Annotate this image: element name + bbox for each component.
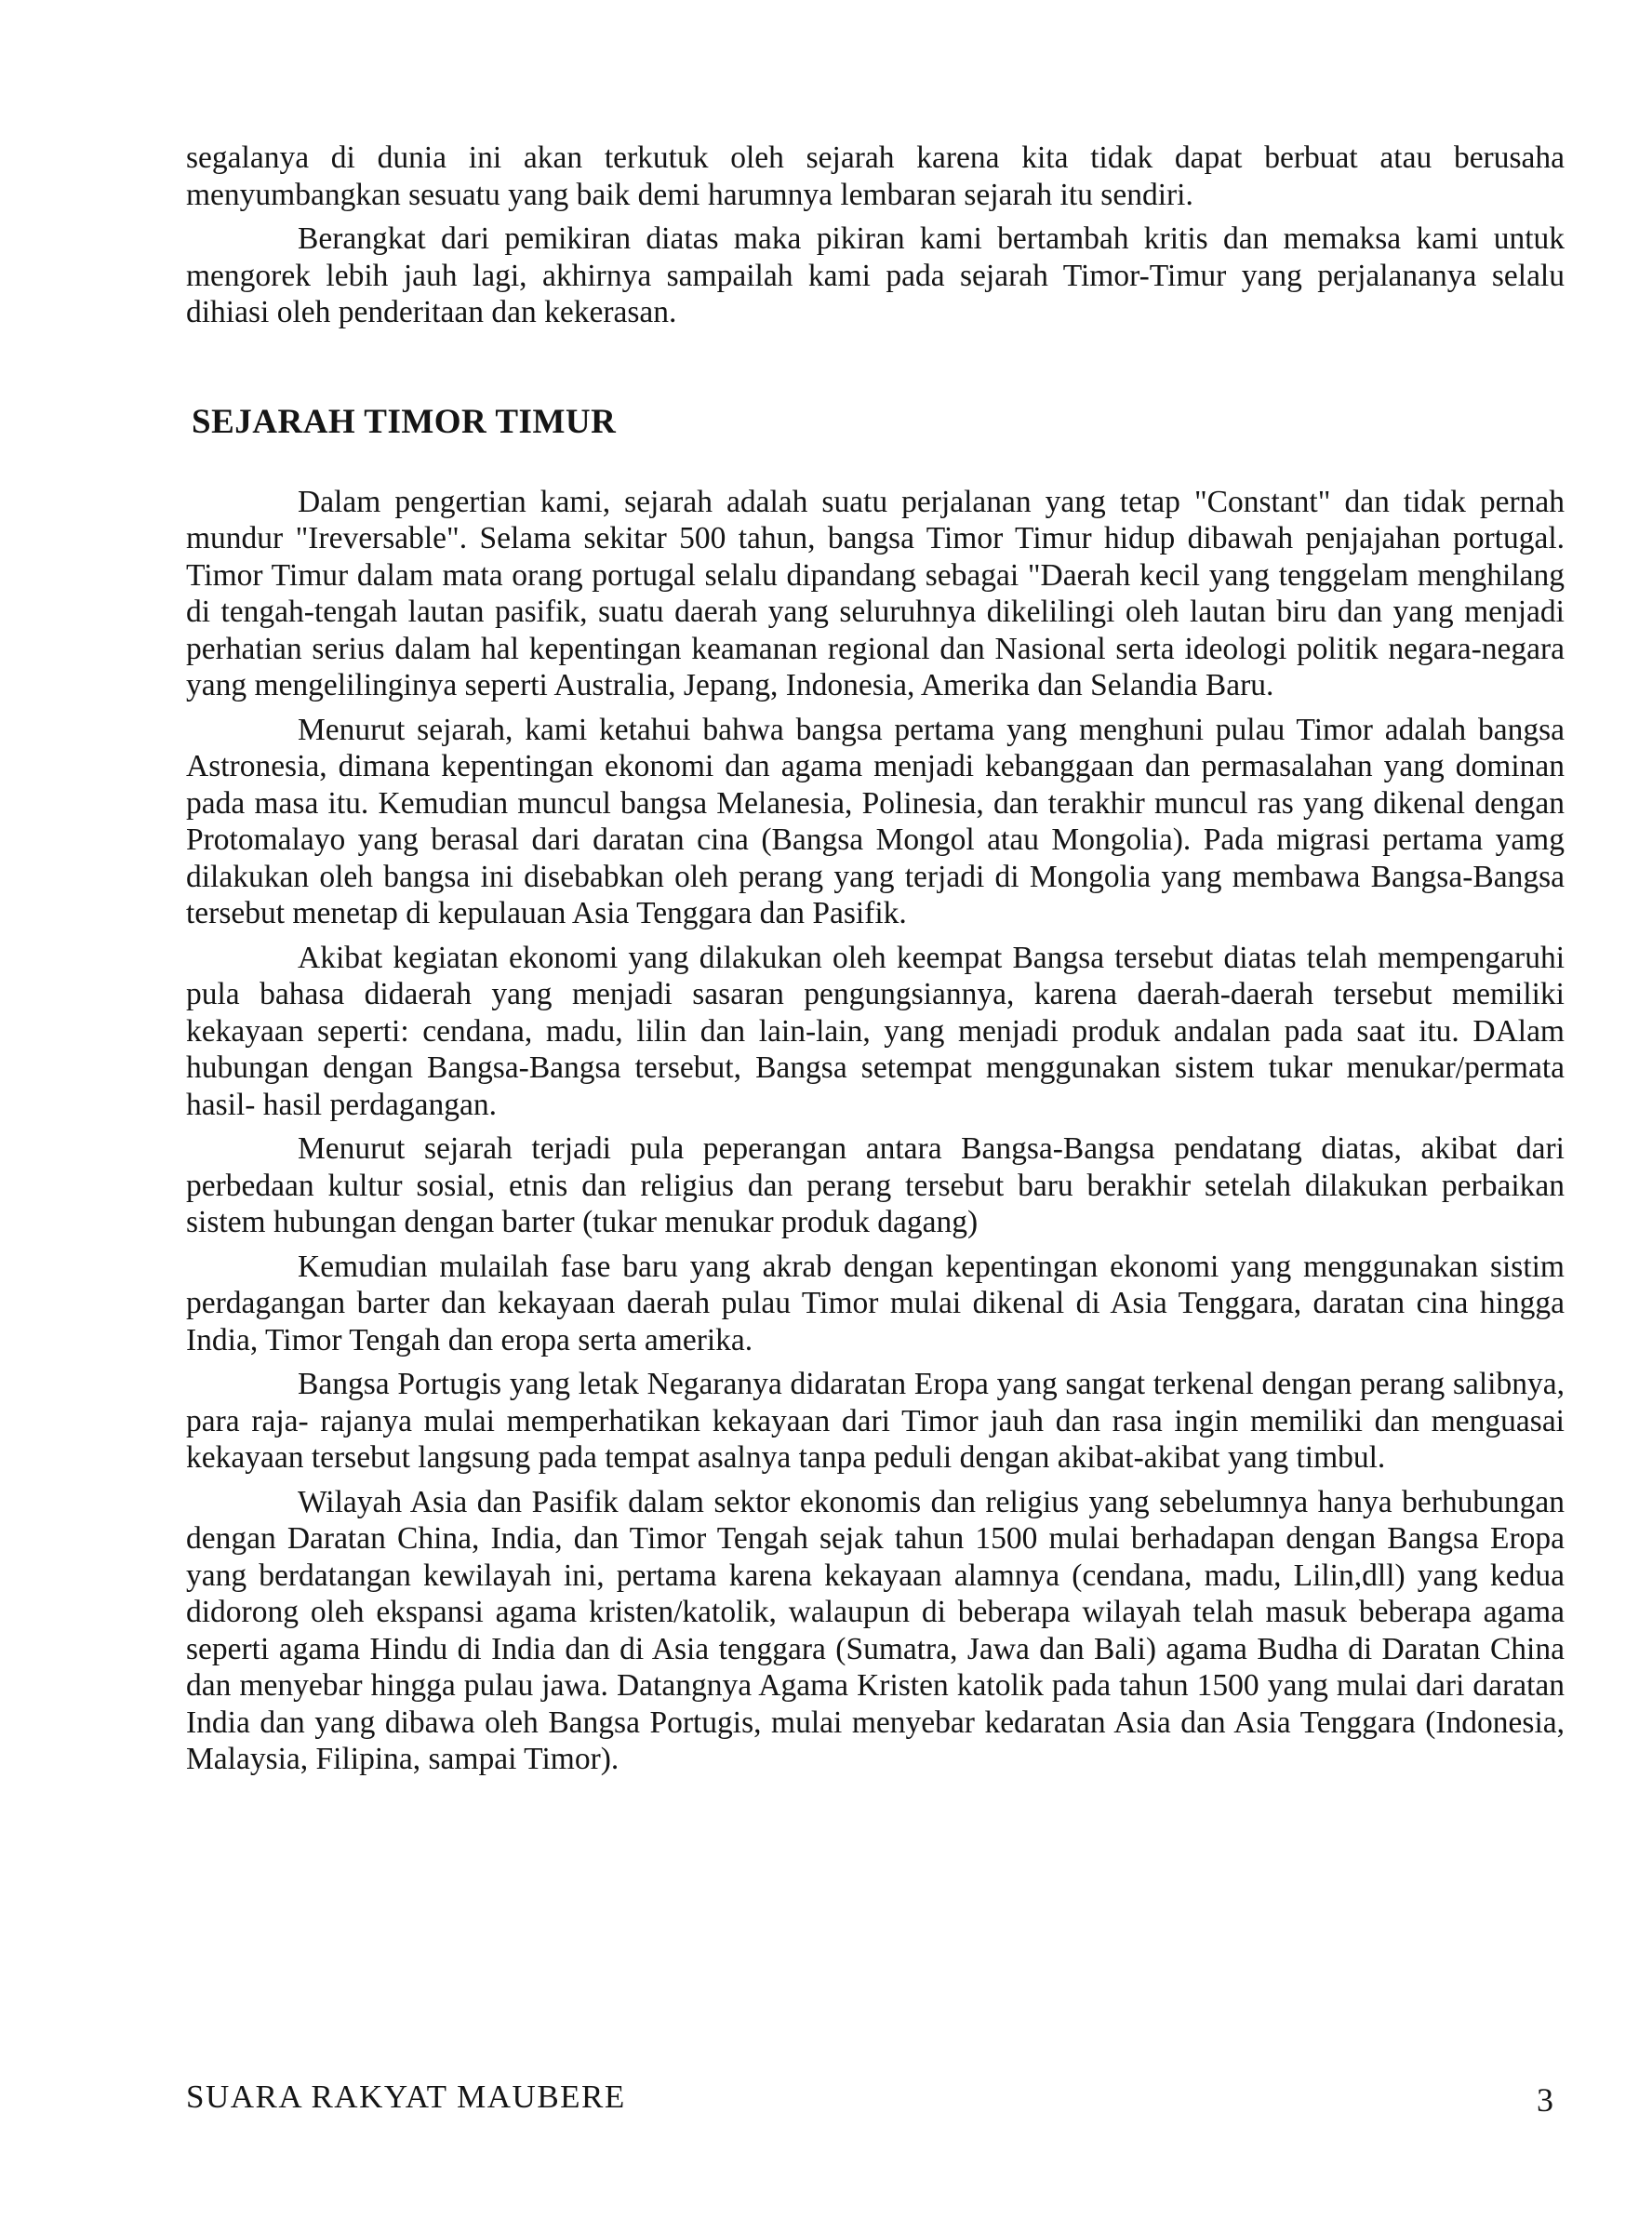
section-paragraph: Akibat kegiatan ekonomi yang dilakukan oleh keempat Bangsa tersebut diatas telah mempengaruhi pula bahasa didaerah yang menjadi sasaran pengungsiannya, karena daerah-daerah tersebut memiliki kekayaan seperti: cendana, madu, lilin dan lain-lain, yang menjadi produk andalan pada saat itu. DAlam hubungan dengan Bangsa-Bangsa tersebut, Bangsa setempat menggunakan sistem tukar menukar/permata hasil- hasil perdagangan. — [186, 940, 1565, 1122]
intro-paragraph: segalanya di dunia ini akan terkutuk oleh sejarah karena kita tidak dapat berbuat atau berusaha menyumbangkan sesuatu yang baik demi harumnya lembaran sejarah itu sendiri. — [186, 140, 1565, 212]
section-heading: SEJARAH TIMOR TIMUR — [192, 402, 617, 441]
section-paragraph: Menurut sejarah terjadi pula peperangan antara Bangsa-Bangsa pendatang diatas, akibat dari perbedaan kultur sosial, etnis dan religius dan perang tersebut baru berakhir setelah dilakukan perbaikan sistem hubungan dengan barter (tukar menukar produk dagang) — [186, 1131, 1565, 1239]
section-paragraph: Wilayah Asia dan Pasifik dalam sektor ekonomis dan religius yang sebelumnya hanya berhubungan dengan Daratan China, India, dan Timor Tengah sejak tahun 1500 mulai berhadapan dengan Bangsa Eropa yang berdatangan kewilayah ini, pertama karena kekayaan alamnya (cendana, madu, Lilin,dll) yang kedua didorong oleh ekspansi agama kristen/katolik, walaupun di beberapa wilayah telah masuk beberapa agama seperti agama Hindu di India dan di Asia tenggara (Sumatra, Jawa dan Bali) agama Budha di Daratan China dan menyebar hingga pulau jawa. Datangnya Agama Kristen katolik pada tahun 1500 yang mulai dari daratan India dan yang dibawa oleh Bangsa Portugis, mulai menyebar kedaratan Asia dan Asia Tenggara (Indonesia, Malaysia, Filipina, sampai Timor). — [186, 1484, 1565, 1776]
section-paragraph: Menurut sejarah, kami ketahui bahwa bangsa pertama yang menghuni pulau Timor adalah bangsa Astronesia, dimana kepentingan ekonomi dan agama menjadi kebanggaan dan permasalahan yang dominan pada masa itu. Kemudian muncul bangsa Melanesia, Polinesia, dan terakhir muncul ras yang dikenal dengan Protomalayo yang berasal dari daratan cina (Bangsa Mongol atau Mongolia). Pada migrasi pertama yamg dilakukan oleh bangsa ini disebabkan oleh perang yang terjadi di Mongolia yang membawa Bangsa-Bangsa tersebut menetap di kepulauan Asia Tenggara dan Pasifik. — [186, 712, 1565, 930]
page-number: 3 — [1537, 2081, 1553, 2119]
section-paragraph: Bangsa Portugis yang letak Negaranya didaratan Eropa yang sangat terkenal dengan perang salibnya, para raja- rajanya mulai memperhatikan kekayaan dari Timor jauh dan rasa ingin memiliki dan menguasai kekayaan tersebut langsung pada tempat asalnya tanpa peduli dengan akibat-akibat yang timbul. — [186, 1367, 1565, 1475]
section-paragraph: Dalam pengertian kami, sejarah adalah suatu perjalanan yang tetap "Constant" dan tidak pernah mundur "Ireversable". Selama sekitar 500 tahun, bangsa Timor Timur hidup dibawah penjajahan portugal. Timor Timur dalam mata orang portugal selalu dipandang sebagai "Daerah kecil yang tenggelam menghilang di tengah-tengah lautan pasifik, suatu daerah yang seluruhnya dikelilingi oleh lautan biru dan yang menjadi perhatian serius dalam hal kepentingan keamanan regional dan Nasional serta ideologi politik negara-negara yang mengelilinginya seperti Australia, Jepang, Indonesia, Amerika dan Selandia Baru. — [186, 484, 1565, 702]
intro-paragraph: Berangkat dari pemikiran diatas maka pikiran kami bertambah kritis dan memaksa kami untuk mengorek lebih jauh lagi, akhirnya sampailah kami pada sejarah Timor-Timur yang perjalananya selalu dihiasi oleh penderitaan dan kekerasan. — [186, 221, 1565, 329]
document-body — [186, 140, 1565, 1778]
section-paragraph: Kemudian mulailah fase baru yang akrab dengan kepentingan ekonomi yang menggunakan sistim perdagangan barter dan kekayaan daerah pulau Timor mulai dikenal di Asia Tenggara, daratan cina hingga India, Timor Tengah dan eropa serta amerika. — [186, 1249, 1565, 1357]
footer-publication-title: SUARA RAKYAT MAUBERE — [186, 2079, 626, 2115]
